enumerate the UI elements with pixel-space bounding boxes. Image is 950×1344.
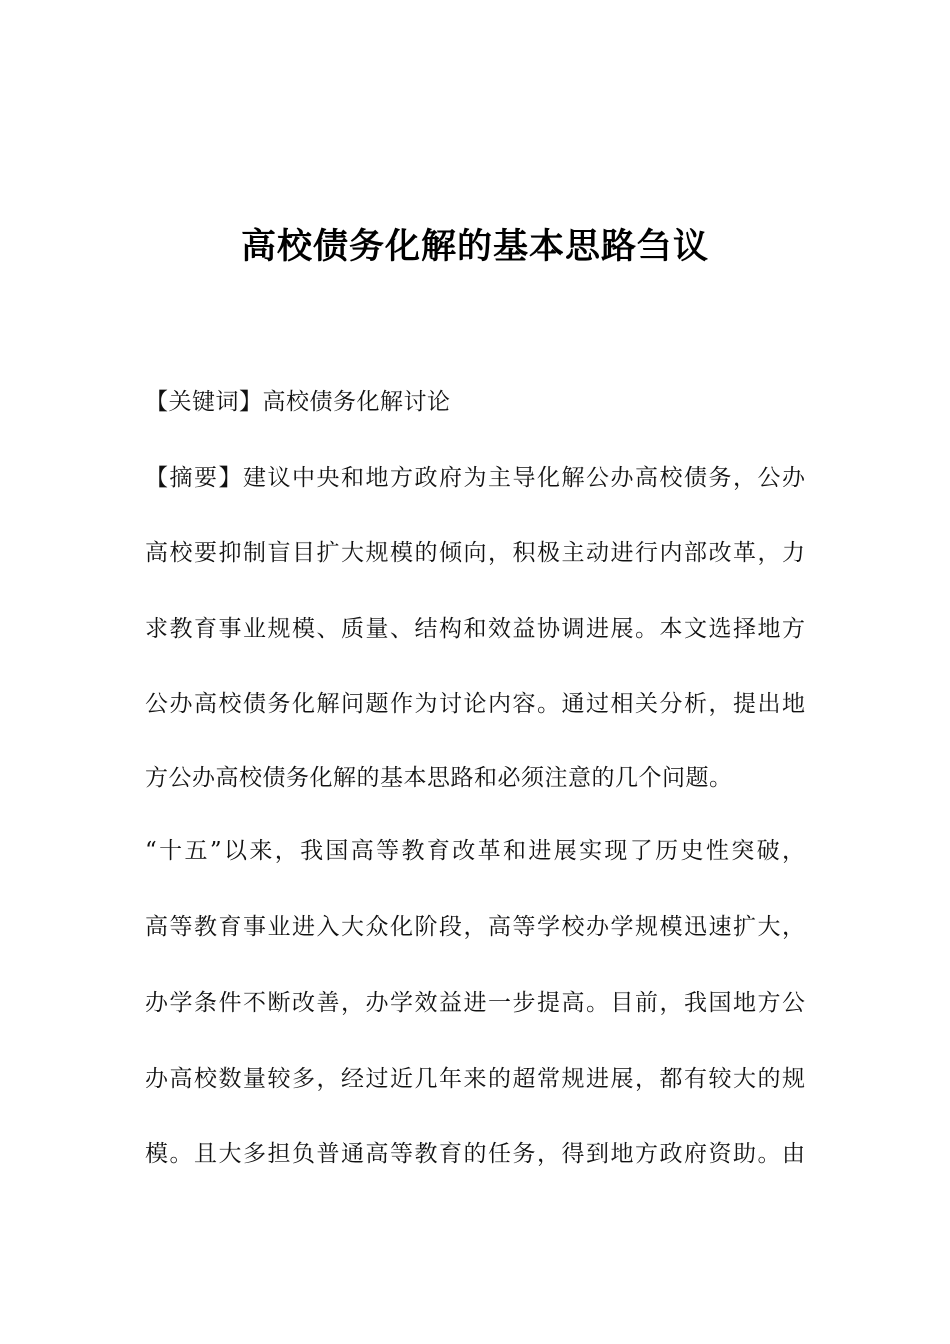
abstract-line: 公办高校债务化解问题作为讨论内容。通过相关分析，提出地 xyxy=(145,691,805,717)
body-line: 办高校数量较多，经过近几年来的超常规进展，都有较大的规 xyxy=(145,1066,805,1092)
abstract-line: 求教育事业规模、质量、结构和效益协调进展。本文选择地方 xyxy=(145,616,805,642)
body-line: 高等教育事业进入大众化阶段，高等学校办学规模迅速扩大， xyxy=(145,914,805,940)
keywords-line: 【关键词】高校债务化解讨论 xyxy=(145,389,451,415)
abstract-line: 高校要抑制盲目扩大规模的倾向，积极主动进行内部改革，力 xyxy=(145,540,805,566)
abstract-line: 方公办高校债务化解的基本思路和必须注意的几个问题。 xyxy=(145,765,733,791)
body-line: 办学条件不断改善，办学效益进一步提高。目前，我国地方公 xyxy=(145,990,805,1016)
body-line: “十五”以来，我国高等教育改革和进展实现了历史性突破， xyxy=(145,838,805,864)
document-title: 高校债务化解的基本思路刍议 xyxy=(240,227,709,267)
abstract-line: 【摘要】建议中央和地方政府为主导化解公办高校债务，公办 xyxy=(145,465,805,491)
body-line: 模。且大多担负普通高等教育的任务，得到地方政府资助。由 xyxy=(145,1141,805,1167)
